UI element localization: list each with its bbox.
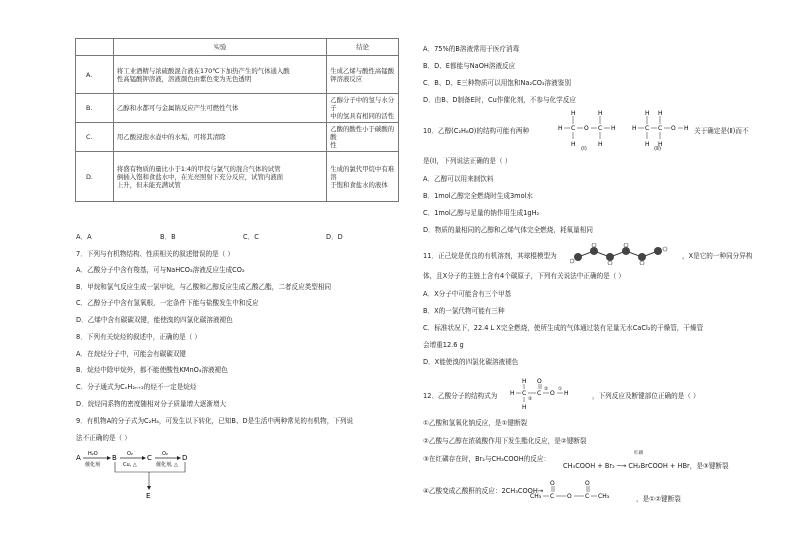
svg-text:CH₃: CH₃	[598, 493, 610, 500]
row-label: C.	[76, 123, 114, 152]
q11-option-c[interactable]: C．标准状况下，22.4 L X完全燃烧，使所生成的气体通过装有足量无水CaCl₂的干燥管，干燥管	[423, 324, 704, 332]
compound-e: E	[146, 492, 151, 500]
svg-text:CH₃: CH₃	[530, 493, 542, 500]
q10-option-b[interactable]: B．1mol乙醇完全燃烧时生成3mol水	[423, 192, 534, 200]
condition-2: Cu, △	[123, 462, 137, 468]
q12-stem-a: 12．乙酸分子的结构式为	[423, 392, 498, 400]
table-row	[76, 56, 399, 94]
q8-option-a[interactable]: A．在烷烃分子中，可能会有碳碳双键	[76, 350, 187, 358]
reagent-2: O₂	[127, 451, 133, 457]
svg-text:H: H	[510, 390, 515, 397]
row-label: D.	[76, 152, 114, 202]
experiment-cell: 将盛有物质的量比小于1:4的甲烷与氯气的混合气体的试管 倒插入饱和食盐水中，在光亮照射下充分反应，试管内液面 上升，但未能充满试管	[113, 152, 326, 202]
svg-text:C: C	[571, 125, 576, 132]
q8-option-c[interactable]: C．分子通式为CₙH₂ₙ₊₂的烃不一定是烷烃	[76, 383, 197, 391]
svg-text:H: H	[598, 141, 603, 148]
q9-option-a[interactable]: A．75%的B溶液常用于医疗消毒	[423, 45, 520, 53]
svg-text:C: C	[598, 125, 603, 132]
svg-text:H: H	[658, 110, 663, 117]
conclusion-cell: 乙醇分子中的氢与水分子 中的氢具有相同的活性	[327, 94, 399, 123]
svg-text:②: ②	[544, 387, 549, 392]
experiment-cell: 用乙酸浸泡水壶中的水垢，可将其清除	[113, 123, 326, 152]
option-a[interactable]: A．A	[76, 233, 92, 241]
table-row	[76, 152, 399, 202]
q8-stem: 8．下列有关烷烃的叙述中，正确的是（ ）	[76, 333, 201, 341]
q12-item-2: ②乙酸与乙醇在浓硫酸作用下发生酯化反应，是②键断裂	[423, 437, 587, 445]
red-phosphorus-label: 红磷	[634, 451, 643, 456]
conclusion-cell: 生成的氯代甲烷中有难溶 于饱和食盐水的液体	[327, 152, 399, 202]
q11-option-c-cont: 会增重12.6 g	[423, 341, 464, 349]
svg-text:C: C	[550, 493, 555, 500]
svg-text:C: C	[522, 390, 527, 397]
svg-text:H: H	[611, 125, 616, 132]
table-row	[76, 94, 399, 123]
svg-text:O: O	[585, 480, 590, 487]
condition-1: 催化剂	[85, 462, 101, 468]
q11-stem-c: 体，且X分子的主链上含有4个碳原子，下列有关说法中正确的是（ ）	[423, 272, 626, 280]
svg-text:H: H	[564, 390, 569, 397]
q10-stem-a: 10．乙醇(C₂H₆O)的结构可能有两种	[423, 127, 530, 135]
svg-text:H: H	[571, 141, 576, 148]
q12-item-4: ④乙酸变成乙酸酐的反应：2CH₃COOH→	[423, 487, 544, 495]
svg-text:C: C	[585, 493, 590, 500]
table-header-cell: 结论	[327, 39, 399, 56]
q12-item-3-equation: CH₃COOH + Br₂ ─→ CH₂BrCOOH + HBr，是③键断裂	[563, 462, 729, 470]
svg-text:O: O	[671, 125, 676, 132]
q10-option-c[interactable]: C．1mol乙醇与足量的钠作用生成1gH₂	[423, 209, 540, 217]
svg-text:O: O	[550, 480, 555, 487]
conclusion-cell: 生成乙烯与酸性高锰酸 钾溶液反应	[327, 56, 399, 94]
q12-item-3: ③在红磷存在时，Br₂与CH₃COOH的反应：	[423, 455, 551, 463]
table-header-cell	[76, 39, 114, 56]
svg-text:H: H	[598, 110, 603, 117]
svg-text:H: H	[645, 141, 650, 148]
q9-reaction-scheme	[74, 448, 204, 500]
svg-text:H: H	[632, 125, 637, 132]
option-b[interactable]: B．B	[160, 233, 176, 241]
conclusion-cell: 乙酸的酸性小于碳酸的酸 性	[327, 123, 399, 152]
acetic-acid-structure	[508, 378, 592, 410]
option-d[interactable]: D．D	[326, 233, 343, 241]
experiment-cell: 将工业酒精与浓硫酸混合液在170℃下加热产生的气体通入酸 性高锰酸钾溶液，溶液颜色由紫色变为无色透明	[113, 56, 326, 94]
svg-text:C: C	[537, 390, 542, 397]
q9-option-c[interactable]: C．B、D、E三种物质可以用饱和Na₂CO₃溶液鉴别	[423, 79, 571, 87]
svg-text:H: H	[684, 125, 689, 132]
q7-option-c[interactable]: C．乙醇分子中含有氢氧根，一定条件下能与盐酸发生中和反应	[76, 299, 259, 307]
q8-option-b[interactable]: B．烷烃中除甲烷外，都不能使酸性KMnO₄溶液褪色	[76, 366, 228, 374]
q9-option-d[interactable]: D．由B、D制备E时，Cu作催化剂，不参与化学反应	[423, 96, 576, 104]
svg-text:C: C	[645, 125, 650, 132]
compound-c: C	[147, 454, 152, 462]
q11-stem-a: 11．正己烷是优良的有机溶剂，其球棍模型为	[423, 252, 557, 260]
q9-stem-line2: 法不正确的是（ ）	[76, 434, 131, 442]
svg-text:①: ①	[558, 387, 563, 392]
svg-text:C: C	[658, 125, 663, 132]
structure-label-2: (Ⅱ)	[654, 146, 661, 152]
svg-text:H: H	[522, 404, 527, 410]
svg-text:H: H	[522, 378, 527, 385]
table-header-cell: 实验	[113, 39, 326, 56]
q7-option-d[interactable]: D．乙烯中含有碳碳双键，能使溴的四氯化碳溶液褪色	[76, 316, 233, 324]
svg-text:O: O	[537, 378, 542, 385]
acetic-anhydride-structure	[528, 478, 634, 504]
q11-stem-b: ，X是它的一种同分异构	[682, 252, 753, 260]
svg-text:H: H	[658, 141, 663, 148]
q10-stem-b: 关于确定是(Ⅱ)而不	[694, 127, 749, 135]
svg-text:O: O	[567, 493, 572, 500]
compound-a: A	[76, 454, 81, 462]
q10-option-a[interactable]: A．乙醇可以用来制饮料	[423, 175, 494, 183]
table-header-row	[76, 39, 399, 56]
reagent-1: H₂O	[88, 451, 98, 457]
svg-text:O: O	[584, 125, 589, 132]
q7-option-a[interactable]: A．乙酸分子中含有羧基，可与NaHCO₃溶液反应生成CO₂	[76, 266, 245, 274]
structure-label-1: (Ⅰ)	[581, 146, 587, 152]
q10-stem-c: 是(Ⅰ)，下列说法正确的是（ ）	[423, 157, 512, 165]
ethanol-structure-1	[556, 108, 622, 150]
q12-item-4-tail: ，是①②键断裂	[636, 495, 681, 503]
row-label: A.	[76, 56, 114, 94]
q11-option-d[interactable]: D．X能使溴的四氯化碳溶液褪色	[423, 358, 519, 366]
q12-stem-b: ，下列反应及断键部位正确的是（ ）	[592, 392, 700, 400]
svg-text:③: ③	[528, 397, 533, 402]
table-row	[76, 123, 399, 152]
compound-b: B	[112, 454, 117, 462]
experiment-cell: 乙醇和水都可与金属钠反应产生可燃性气体	[113, 94, 326, 123]
condition-3: 催化剂, △	[156, 462, 179, 468]
experiment-table	[75, 38, 399, 202]
q7-option-b[interactable]: B．甲烷和氯气反应生成一氯甲烷，与乙酸和乙醇反应生成乙酸乙酯，二者反应类型相同	[76, 283, 332, 291]
svg-text:H: H	[571, 110, 576, 117]
q11-option-a[interactable]: A．X分子中可能含有三个甲基	[423, 290, 512, 298]
ethanol-structure-2	[630, 108, 692, 150]
q10-option-d[interactable]: D．物质的量相同的乙醇和乙烯气体完全燃烧，耗氧量相同	[423, 226, 593, 234]
reagent-3: O₂	[162, 451, 168, 457]
q7-stem: 7．下列与有机物结构、性质相关的叙述错误的是（ ）	[76, 250, 234, 258]
svg-text:H: H	[558, 125, 563, 132]
hexane-ball-stick-model	[570, 243, 680, 265]
q9-option-b[interactable]: B．D、E都能与NaOH溶液反应	[423, 62, 516, 70]
row-label: B.	[76, 94, 114, 123]
svg-text:H: H	[645, 110, 650, 117]
svg-text:O: O	[550, 390, 555, 397]
q12-item-1: ①乙酸和氢氧化钠反应，是①键断裂	[423, 419, 528, 427]
option-c[interactable]: C．C	[243, 233, 259, 241]
q8-option-d[interactable]: D．烷烃同系物的密度随相对分子质量增大逐渐增大	[76, 400, 227, 408]
q9-stem-line1: 9．有机物A的分子式为C₂H₄，可发生以下转化，已知B、D是生活中两种常见的有机物，下列说	[76, 417, 354, 425]
compound-d: D	[182, 454, 188, 462]
q11-option-b[interactable]: B．X的一氯代物可能有三种	[423, 307, 505, 315]
